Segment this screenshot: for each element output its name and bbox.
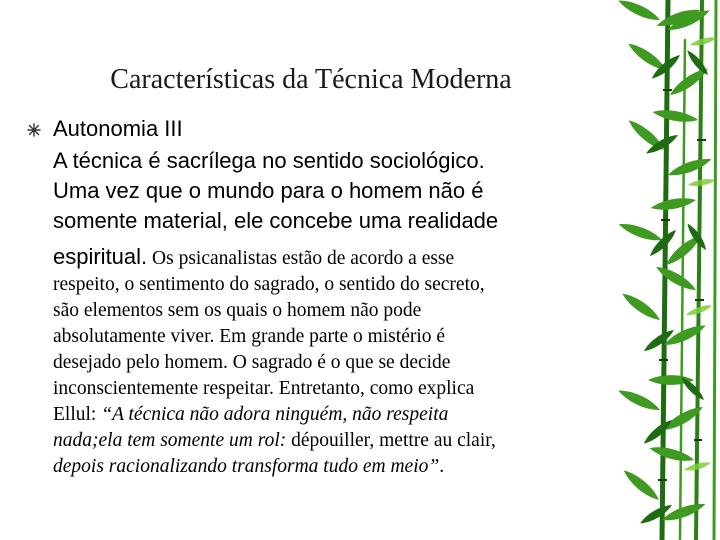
body-text: . — [439, 456, 445, 477]
quote-text: “A técnica não adora ninguém, não respeita — [101, 404, 449, 425]
quote-line — [53, 402, 496, 428]
body-paragraph-sans — [53, 146, 498, 236]
body-text: dépouiller, mettre au clair, — [286, 430, 496, 451]
body-line: desejado pelo homem. O sagrado é o que se decide — [53, 352, 451, 373]
bamboo-leaves-decoration — [590, 0, 720, 540]
body-text: Os psicanalistas estão de acordo a esse — [147, 248, 455, 269]
body-text: Ellul: — [53, 404, 102, 425]
quote-text: depois racionalizando transforma tudo em meio” — [53, 456, 440, 477]
bullet-heading: Autonomia III — [53, 116, 183, 141]
body-line: Uma vez que o mundo para o homem não é — [53, 178, 484, 203]
body-line: absolutamente viver. Em grande parte o mistério é — [53, 326, 446, 347]
body-line: respeito, o sentimento do sagrado, o sentido do secreto, — [53, 274, 485, 295]
body-line: somente material, ele concebe uma realidade — [53, 208, 499, 233]
body-line: inconscientemente respeitar. Entretanto, como explica — [53, 378, 475, 399]
body-word-large: espiritual. — [53, 244, 148, 269]
slide-title: Características da Técnica Moderna — [110, 64, 512, 95]
quote-line — [53, 428, 496, 454]
body-line-mixed — [53, 242, 496, 274]
quote-line — [53, 454, 496, 480]
body-paragraph-serif — [53, 242, 496, 480]
quote-text: nada;ela tem somente um rol: — [53, 430, 287, 451]
body-line: A técnica é sacrílega no sentido sociológico. — [53, 148, 485, 173]
asterisk-bullet-icon — [26, 122, 42, 138]
body-line: são elementos sem os quais o homem não pode — [53, 300, 422, 321]
